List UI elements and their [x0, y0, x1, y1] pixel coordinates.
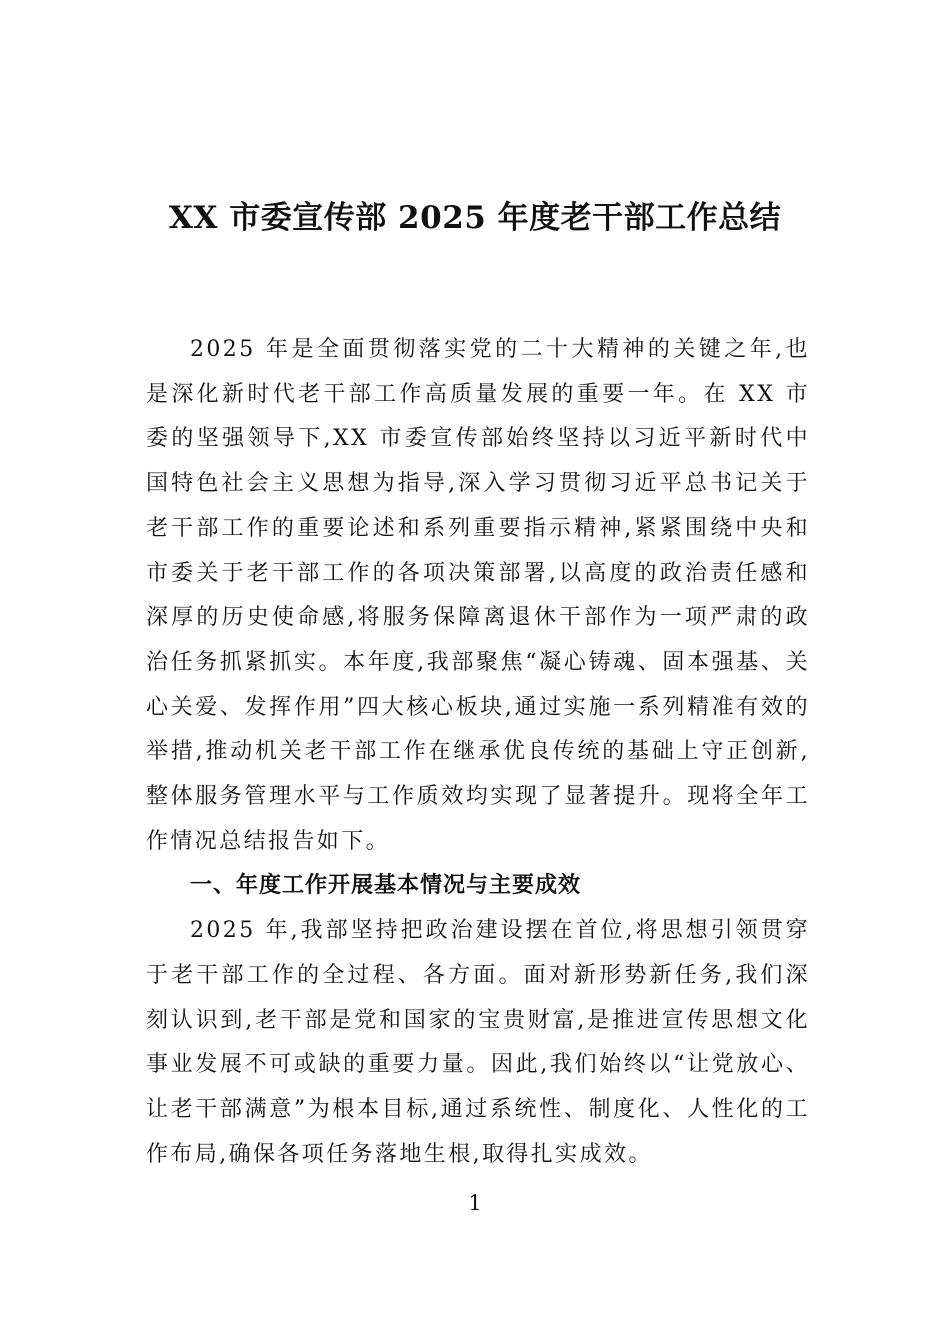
section-heading: 一、年度工作开展基本情况与主要成效 — [190, 873, 582, 899]
page-number: 1 — [468, 1191, 482, 1215]
section-paragraph: 2025 年,我部坚持把政治建设摆在首位,将思想引领贯穿于老干部工作的全过程、各方面。面对新形势新任务,我们深刻认识到,老干部是党和国家的宝贵财富,是推进宣传思想文化事业发展不可或缺的重要力量。因此,我们始终以“让党放心、让老干部满意”为根本目标,通过系统性、制度化、人性化的工作布局,确保各项任务落地生根,取得扎实成效。 — [146, 918, 810, 1167]
document-body — [146, 328, 810, 1177]
intro-paragraph: 2025 年是全面贯彻落实党的二十大精神的关键之年,也是深化新时代老干部工作高质量发展的重要一年。在 XX 市委的坚强领导下,XX 市委宣传部始终坚持以习近平新时代中国特色社会主义思想为指导,深入学习贯彻习近平总书记关于老干部工作的重要论述和系列重要指示精神,紧紧围绕中央和市委关于老干部工作的各项决策部署,以高度的政治责任感和深厚的历史使命感,将服务保障离退休干部作为一项严肃的政治任务抓紧抓实。本年度,我部聚焦“凝心铸魂、固本强基、关心关爱、发挥作用”四大核心板块,通过实施一系列精准有效的举措,推动机关老干部工作在继承优良传统的基础上守正创新,整体服务管理水平与工作质效均实现了显著提升。现将全年工作情况总结报告如下。 — [146, 337, 810, 854]
document-title: XX 市委宣传部 2025 年度老干部工作总结 — [168, 200, 782, 236]
